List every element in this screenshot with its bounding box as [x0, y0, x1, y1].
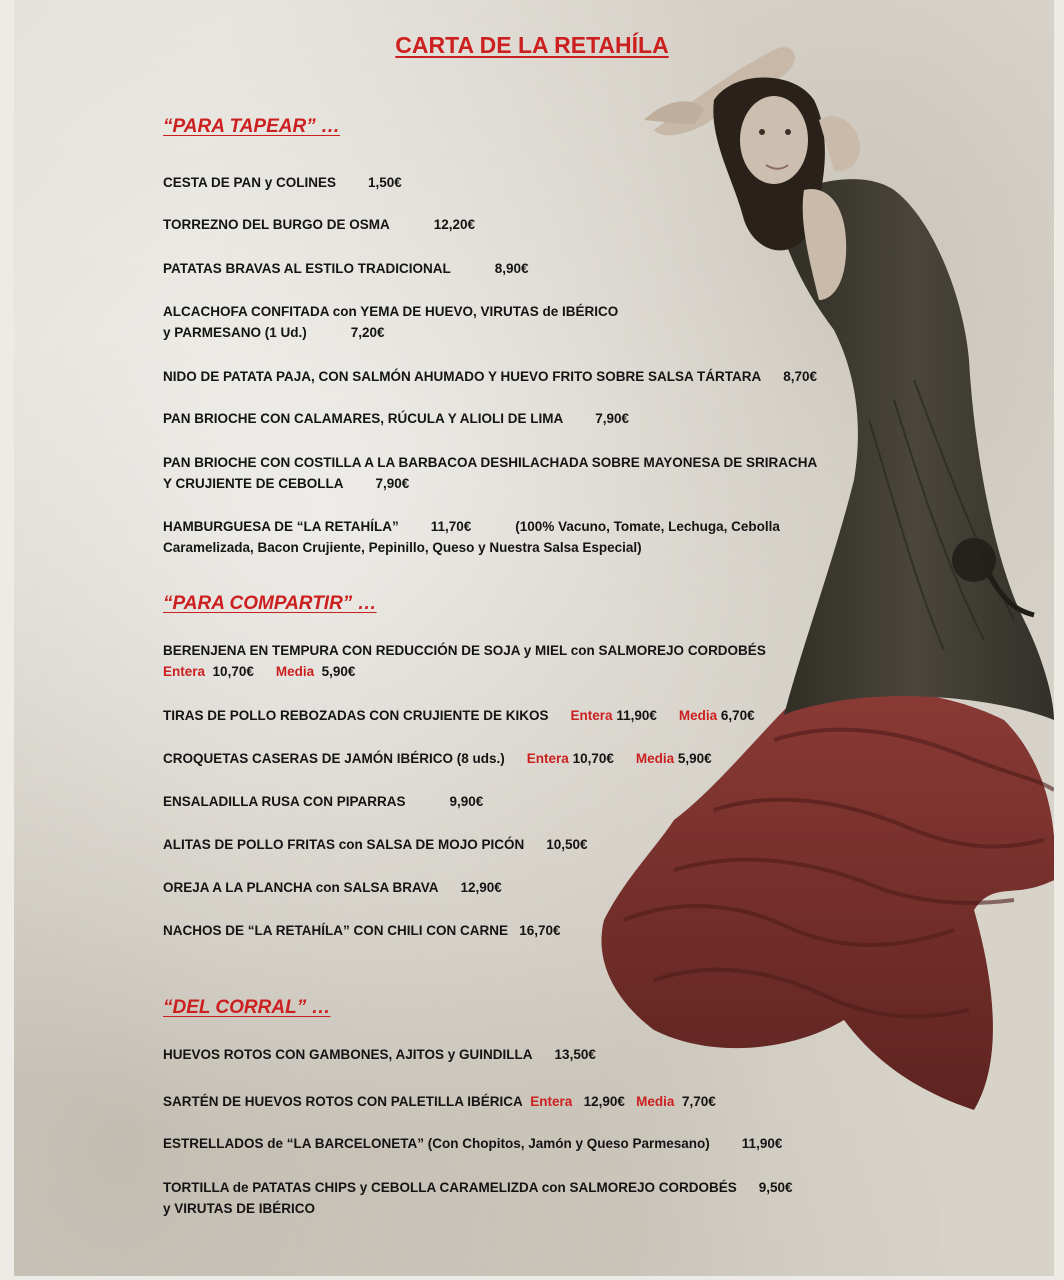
item-price: 12,20€ — [433, 217, 476, 232]
menu-item — [163, 214, 883, 235]
entera-price: 11,90€ — [616, 708, 657, 723]
media-price: 5,90€ — [321, 664, 356, 679]
entera-price: 10,70€ — [572, 751, 614, 766]
menu-item — [163, 705, 883, 726]
item-name-continued: Y CRUJIENTE DE CEBOLLA — [163, 476, 344, 491]
item-name: ALCACHOFA CONFITADA con YEMA DE HUEVO, VIRUTAS de IBÉRICO — [163, 304, 619, 319]
entera-label: Entera — [163, 664, 206, 679]
menu-item — [163, 920, 883, 941]
menu-item — [163, 301, 883, 343]
item-name: OREJA A LA PLANCHA con SALSA BRAVA — [163, 880, 439, 895]
item-name: PAN BRIOCHE CON CALAMARES, RÚCULA Y ALIOLI DE LIMA — [163, 411, 564, 426]
item-price: 7,20€ — [350, 325, 385, 340]
item-name: CROQUETAS CASERAS DE JAMÓN IBÉRICO (8 uds.) — [163, 751, 505, 766]
item-price: 10,50€ — [546, 837, 588, 852]
item-description: (100% Vacuno, Tomate, Lechuga, Cebolla — [515, 519, 780, 534]
item-price: 16,70€ — [519, 923, 561, 938]
menu-item — [163, 748, 883, 769]
item-name: TIRAS DE POLLO REBOZADAS CON CRUJIENTE DE KIKOS — [163, 708, 549, 723]
menu-item — [163, 366, 883, 387]
menu-item — [163, 1091, 883, 1112]
entera-label: Entera — [526, 751, 569, 766]
menu-item — [163, 640, 883, 682]
item-price: 8,70€ — [783, 369, 818, 384]
media-label: Media — [275, 664, 315, 679]
item-name: ESTRELLADOS de “LA BARCELONETA” (Con Chopitos, Jamón y Queso Parmesano) — [163, 1136, 710, 1151]
item-name: HUEVOS ROTOS CON GAMBONES, AJITOS y GUINDILLA — [163, 1047, 533, 1062]
menu-item — [163, 408, 883, 429]
menu-item — [163, 1133, 883, 1154]
media-price: 6,70€ — [720, 708, 755, 723]
media-price: 7,70€ — [681, 1094, 716, 1109]
item-name: PATATAS BRAVAS AL ESTILO TRADICIONAL — [163, 261, 451, 276]
item-price: 13,50€ — [554, 1047, 596, 1062]
media-label: Media — [635, 751, 675, 766]
item-name: CESTA DE PAN y COLINES — [163, 175, 337, 190]
item-name: TORTILLA de PATATAS CHIPS y CEBOLLA CARAMELIZDA con SALMOREJO CORDOBÉS — [163, 1180, 737, 1195]
media-price: 5,90€ — [677, 751, 712, 766]
item-name: TORREZNO DEL BURGO DE OSMA — [163, 217, 390, 232]
item-name: ENSALADILLA RUSA CON PIPARRAS — [163, 794, 406, 809]
item-name: NACHOS DE “LA RETAHÍLA” CON CHILI CON CARNE — [163, 923, 508, 938]
menu-item — [163, 1044, 883, 1065]
item-price: 8,90€ — [494, 261, 529, 276]
item-name: PAN BRIOCHE CON COSTILLA A LA BARBACOA DESHILACHADA SOBRE MAYONESA DE SRIRACHA — [163, 455, 818, 470]
entera-price: 10,70€ — [212, 664, 254, 679]
item-price: 11,70€ — [430, 519, 472, 534]
item-name: ALITAS DE POLLO FRITAS con SALSA DE MOJO PICÓN — [163, 837, 525, 852]
menu-item — [163, 172, 883, 193]
section-heading-compartir: “PARA COMPARTIR” … — [163, 593, 377, 614]
item-price: 1,50€ — [368, 175, 402, 190]
item-name-continued: y VIRUTAS DE IBÉRICO — [163, 1201, 316, 1216]
section-heading-corral: “DEL CORRAL” … — [163, 997, 331, 1018]
entera-label: Entera — [570, 708, 613, 723]
menu-page — [14, 0, 1054, 1276]
menu-item — [163, 258, 883, 279]
item-name: HAMBURGUESA DE “LA RETAHÍLA” — [163, 519, 399, 534]
menu-item — [163, 516, 883, 558]
menu-title: CARTA DE LA RETAHÍLA — [395, 32, 669, 58]
entera-label: Entera — [530, 1094, 573, 1109]
menu-item — [163, 877, 883, 898]
media-label: Media — [636, 1094, 675, 1109]
item-description-continued: Caramelizada, Bacon Crujiente, Pepinillo, Queso y Nuestra Salsa Especial) — [163, 540, 642, 555]
entera-price: 12,90€ — [583, 1094, 625, 1109]
item-name: BERENJENA EN TEMPURA CON REDUCCIÓN DE SOJA y MIEL con SALMOREJO CORDOBÉS — [163, 643, 766, 658]
menu-item — [163, 791, 883, 812]
menu-item — [163, 452, 883, 494]
item-name: NIDO DE PATATA PAJA, CON SALMÓN AHUMADO Y HUEVO FRITO SOBRE SALSA TÁRTARA — [163, 369, 762, 384]
item-price: 9,90€ — [449, 794, 484, 809]
item-price: 11,90€ — [741, 1136, 783, 1151]
item-name-continued: y PARMESANO (1 Ud.) — [163, 325, 307, 340]
menu-item — [163, 1177, 883, 1219]
item-price: 9,50€ — [758, 1180, 793, 1195]
item-price: 12,90€ — [460, 880, 502, 895]
section-heading-tapear: “PARA TAPEAR” … — [163, 116, 340, 137]
item-name: SARTÉN DE HUEVOS ROTOS CON PALETILLA IBÉRICA — [163, 1094, 523, 1109]
menu-item — [163, 834, 883, 855]
item-price: 7,90€ — [375, 476, 410, 491]
media-label: Media — [678, 708, 718, 723]
item-price: 7,90€ — [595, 411, 630, 426]
